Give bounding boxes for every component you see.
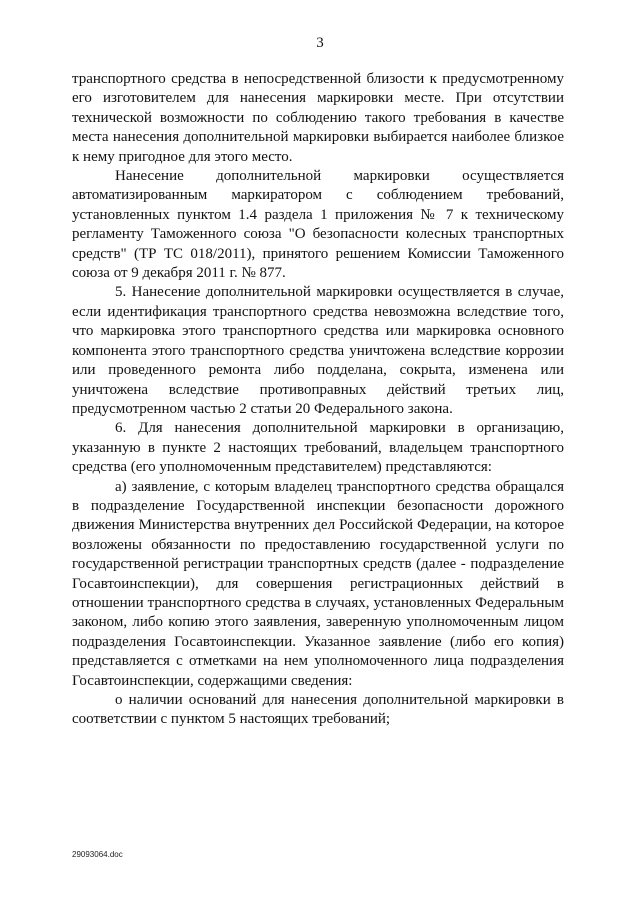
document-body <box>72 70 564 730</box>
footer-filename: 29093064.doc <box>72 850 123 859</box>
paragraph-continuation: транспортного средства в непосредственной близости к предусмотренному его изготовителем для нанесения маркировки месте. При отсутствии технической возможности по соблюдению такого требования в качестве места нанесения дополнительной маркировки выбирается наиболее близкое к нему пригодное для этого место. <box>72 71 564 165</box>
paragraph-subitem-a: а) заявление, с которым владелец транспортного средства обращался в подразделение Государственной инспекции безопасности дорожного движения Министерства внутренних дел Российской Федерации, на которое возложены обязанности по предоставлению государственной услуги по государственной регистрации транспортных средств (далее - подразделение Госавтоинспекции), для совершения регистрационных действий в отношении транспортного средства в случаях, установленных Федеральным законом, либо копию этого заявления, заверенную уполномоченным лицом подразделения Госавтоинспекции. Указанное заявление (либо его копия) представляется с отметками на нем уполномоченного лица подразделения Госавтоинспекции, содержащими сведения: <box>72 478 564 689</box>
paragraph-item-5: 5. Нанесение дополнительной маркировки осуществляется в случае, если идентификация транспортного средства невозможна вследствие того, что маркировка этого транспортного средства или маркировка основного компонента этого транспортного средства уничтожена вследствие коррозии или проведенного ремонта либо подделана, сокрыта, изменена или уничтожена вследствие противоправных действий третьих лиц, предусмотренном частью 2 статьи 20 Федерального закона. <box>72 284 564 417</box>
page-number: 3 <box>316 35 324 51</box>
paragraph-item-6: 6. Для нанесения дополнительной маркировки в организацию, указанную в пункте 2 настоящих требований, владельцем транспортного средства (его уполномоченным представителем) представляются: <box>72 420 564 476</box>
paragraph-marking-requirements: Нанесение дополнительной маркировки осуществляется автоматизированным маркиратором с соблюдением требований, установленных пунктом 1.4 раздела 1 приложения № 7 к техническому регламенту Таможенного союза "О безопасности колесных транспортных средств" (ТР ТС 018/2011), принятого решением Комиссии Таможенного союза от 9 декабря 2011 г. № 877. <box>72 168 564 282</box>
paragraph-grounds: о наличии оснований для нанесения дополнительной маркировки в соответствии с пунктом 5 настоящих требований; <box>72 692 564 728</box>
